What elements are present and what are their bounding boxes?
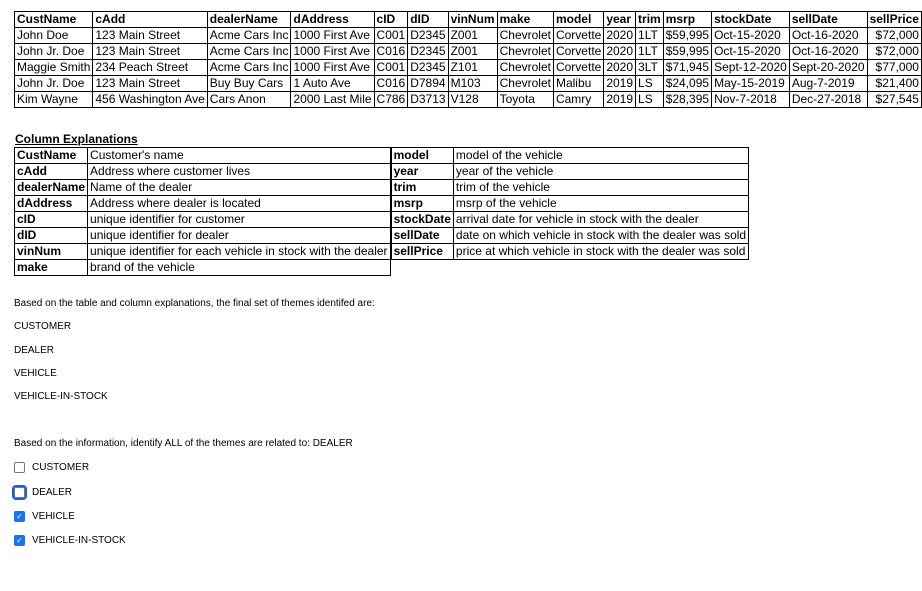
table-cell: $72,000 bbox=[867, 28, 921, 44]
table-cell: Oct-15-2020 bbox=[712, 28, 790, 44]
theme-item: VEHICLE-IN-STOCK bbox=[14, 391, 108, 402]
table-cell: 1LT bbox=[636, 44, 664, 60]
column-name: vinNum bbox=[15, 244, 88, 260]
explanations-table bbox=[14, 147, 749, 276]
option-customer[interactable] bbox=[14, 462, 89, 473]
checkbox-checked[interactable]: ✓ bbox=[14, 535, 25, 546]
table-cell: $59,995 bbox=[663, 28, 711, 44]
table-cell: C016 bbox=[374, 44, 408, 60]
column-description: year of the vehicle bbox=[453, 164, 748, 180]
table-cell: D3713 bbox=[408, 92, 448, 108]
column-header: dID bbox=[408, 12, 448, 28]
column-description: msrp of the vehicle bbox=[453, 196, 748, 212]
column-header: sellDate bbox=[789, 12, 867, 28]
empty-cell bbox=[391, 260, 453, 276]
table-cell: 2019 bbox=[604, 92, 636, 108]
explanation-row bbox=[15, 228, 749, 244]
column-description: Address where dealer is located bbox=[88, 196, 391, 212]
table-cell: Chevrolet bbox=[497, 28, 553, 44]
explanation-row bbox=[15, 180, 749, 196]
table-cell: $21,400 bbox=[867, 76, 921, 92]
themes-intro: Based on the table and column explanations, the final set of themes identifed are: bbox=[14, 298, 375, 309]
column-header: cAdd bbox=[93, 12, 207, 28]
option-label: DEALER bbox=[32, 487, 73, 498]
table-cell: D7894 bbox=[408, 76, 448, 92]
table-cell: Kim Wayne bbox=[15, 92, 93, 108]
column-name: make bbox=[15, 260, 88, 276]
column-name: trim bbox=[391, 180, 453, 196]
column-description: unique identifier for customer bbox=[88, 212, 391, 228]
table-cell: M103 bbox=[448, 76, 497, 92]
table-cell: D2345 bbox=[408, 28, 448, 44]
table-cell: Z001 bbox=[448, 44, 497, 60]
table-cell: 1000 First Ave bbox=[291, 28, 374, 44]
column-header: vinNum bbox=[448, 12, 497, 28]
table-cell: 2020 bbox=[604, 28, 636, 44]
column-header: cID bbox=[374, 12, 408, 28]
table-cell: 234 Peach Street bbox=[93, 60, 207, 76]
column-description: arrival date for vehicle in stock with the dealer bbox=[453, 212, 748, 228]
table-cell: 3LT bbox=[636, 60, 664, 76]
column-description: date on which vehicle in stock with the dealer was sold bbox=[453, 228, 748, 244]
table-cell: Toyota bbox=[497, 92, 553, 108]
explanation-row bbox=[15, 148, 749, 164]
explanation-row bbox=[15, 260, 749, 276]
table-cell: 1LT bbox=[636, 28, 664, 44]
table-cell: Sept-20-2020 bbox=[789, 60, 867, 76]
column-description: brand of the vehicle bbox=[88, 260, 391, 276]
explanation-row bbox=[15, 164, 749, 180]
data-table bbox=[14, 11, 922, 108]
column-description: model of the vehicle bbox=[453, 148, 748, 164]
column-header: stockDate bbox=[712, 12, 790, 28]
empty-cell bbox=[453, 260, 748, 276]
column-description: Name of the dealer bbox=[88, 180, 391, 196]
table-cell: 2000 Last Mile bbox=[291, 92, 374, 108]
table-cell: Chevrolet bbox=[497, 60, 553, 76]
table-cell: LS bbox=[636, 76, 664, 92]
table-cell: $27,545 bbox=[867, 92, 921, 108]
table-cell: Dec-27-2018 bbox=[789, 92, 867, 108]
table-cell: Corvette bbox=[553, 44, 603, 60]
table-cell: C786 bbox=[374, 92, 408, 108]
table-row bbox=[15, 28, 922, 44]
column-name: stockDate bbox=[391, 212, 453, 228]
table-cell: Nov-7-2018 bbox=[712, 92, 790, 108]
table-cell: Corvette bbox=[553, 60, 603, 76]
table-cell: 2020 bbox=[604, 44, 636, 60]
table-row bbox=[15, 76, 922, 92]
explanation-row bbox=[15, 244, 749, 260]
table-cell: $59,995 bbox=[663, 44, 711, 60]
table-cell: John Doe bbox=[15, 28, 93, 44]
explanation-row bbox=[15, 212, 749, 228]
column-description: Customer's name bbox=[88, 148, 391, 164]
column-header: trim bbox=[636, 12, 664, 28]
table-cell: Oct-16-2020 bbox=[789, 28, 867, 44]
header-row bbox=[15, 12, 922, 28]
table-cell: Maggie Smith bbox=[15, 60, 93, 76]
column-header: year bbox=[604, 12, 636, 28]
column-header: model bbox=[553, 12, 603, 28]
table-cell: Oct-15-2020 bbox=[712, 44, 790, 60]
table-cell: $72,000 bbox=[867, 44, 921, 60]
table-cell: $71,945 bbox=[663, 60, 711, 76]
option-dealer[interactable] bbox=[14, 487, 72, 498]
option-vehicle-in-stock[interactable] bbox=[14, 535, 126, 546]
column-header: msrp bbox=[663, 12, 711, 28]
table-cell: 123 Main Street bbox=[93, 76, 207, 92]
table-cell: C001 bbox=[374, 60, 408, 76]
column-name: msrp bbox=[391, 196, 453, 212]
column-name: model bbox=[391, 148, 453, 164]
column-description: unique identifier for each vehicle in stock with the dealer bbox=[88, 244, 391, 260]
table-cell: C001 bbox=[374, 28, 408, 44]
theme-item: VEHICLE bbox=[14, 368, 57, 379]
column-header: dAddress bbox=[291, 12, 374, 28]
option-vehicle[interactable] bbox=[14, 511, 75, 522]
column-name: sellDate bbox=[391, 228, 453, 244]
table-cell: John Jr. Doe bbox=[15, 44, 93, 60]
question-text: Based on the information, identify ALL of the themes are related to: DEALER bbox=[14, 438, 353, 449]
table-cell: Oct-16-2020 bbox=[789, 44, 867, 60]
option-label: VEHICLE-IN-STOCK bbox=[32, 535, 126, 546]
table-cell: Buy Buy Cars bbox=[207, 76, 291, 92]
table-cell: C016 bbox=[374, 76, 408, 92]
table-cell: 2019 bbox=[604, 76, 636, 92]
checkbox[interactable] bbox=[14, 487, 25, 498]
table-cell: 2020 bbox=[604, 60, 636, 76]
explanation-row bbox=[15, 196, 749, 212]
table-cell: May-15-2019 bbox=[712, 76, 790, 92]
column-header: CustName bbox=[15, 12, 93, 28]
table-row bbox=[15, 92, 922, 108]
column-header: make bbox=[497, 12, 553, 28]
table-cell: 1 Auto Ave bbox=[291, 76, 374, 92]
option-label: CUSTOMER bbox=[32, 462, 90, 473]
table-cell: Aug-7-2019 bbox=[789, 76, 867, 92]
table-row bbox=[15, 60, 922, 76]
column-name: dealerName bbox=[15, 180, 88, 196]
table-cell: Z001 bbox=[448, 28, 497, 44]
column-name: year bbox=[391, 164, 453, 180]
table-cell: 1000 First Ave bbox=[291, 60, 374, 76]
checkbox[interactable] bbox=[14, 462, 25, 473]
table-cell: Sept-12-2020 bbox=[712, 60, 790, 76]
table-cell: $28,395 bbox=[663, 92, 711, 108]
option-label: VEHICLE bbox=[32, 511, 75, 522]
table-cell: D2345 bbox=[408, 60, 448, 76]
table-cell: Chevrolet bbox=[497, 76, 553, 92]
table-cell: Malibu bbox=[553, 76, 603, 92]
column-name: cID bbox=[15, 212, 88, 228]
column-description: Address where customer lives bbox=[88, 164, 391, 180]
column-header: sellPrice bbox=[867, 12, 921, 28]
table-cell: $24,095 bbox=[663, 76, 711, 92]
column-name: CustName bbox=[15, 148, 88, 164]
theme-item: CUSTOMER bbox=[14, 321, 72, 332]
theme-item: DEALER bbox=[14, 345, 55, 356]
column-name: dAddress bbox=[15, 196, 88, 212]
table-cell: Acme Cars Inc bbox=[207, 44, 291, 60]
checkbox-checked[interactable]: ✓ bbox=[14, 511, 25, 522]
table-cell: 123 Main Street bbox=[93, 28, 207, 44]
table-cell: LS bbox=[636, 92, 664, 108]
table-cell: 456 Washington Ave bbox=[93, 92, 207, 108]
column-description: trim of the vehicle bbox=[453, 180, 748, 196]
table-cell: 123 Main Street bbox=[93, 44, 207, 60]
table-cell: Camry bbox=[553, 92, 603, 108]
table-cell: 1000 First Ave bbox=[291, 44, 374, 60]
table-cell: Cars Anon bbox=[207, 92, 291, 108]
table-cell: V128 bbox=[448, 92, 497, 108]
column-header: dealerName bbox=[207, 12, 291, 28]
column-description: price at which vehicle in stock with the dealer was sold bbox=[453, 244, 748, 260]
column-description: unique identifier for dealer bbox=[88, 228, 391, 244]
table-cell: Acme Cars Inc bbox=[207, 60, 291, 76]
column-name: cAdd bbox=[15, 164, 88, 180]
table-row bbox=[15, 44, 922, 60]
table-cell: Corvette bbox=[553, 28, 603, 44]
table-cell: D2345 bbox=[408, 44, 448, 60]
column-name: sellPrice bbox=[391, 244, 453, 260]
table-cell: John Jr. Doe bbox=[15, 76, 93, 92]
table-cell: Chevrolet bbox=[497, 44, 553, 60]
table-cell: Z101 bbox=[448, 60, 497, 76]
table-cell: Acme Cars Inc bbox=[207, 28, 291, 44]
explanations-title: Column Explanations bbox=[15, 132, 138, 146]
column-name: dID bbox=[15, 228, 88, 244]
table-cell: $77,000 bbox=[867, 60, 921, 76]
